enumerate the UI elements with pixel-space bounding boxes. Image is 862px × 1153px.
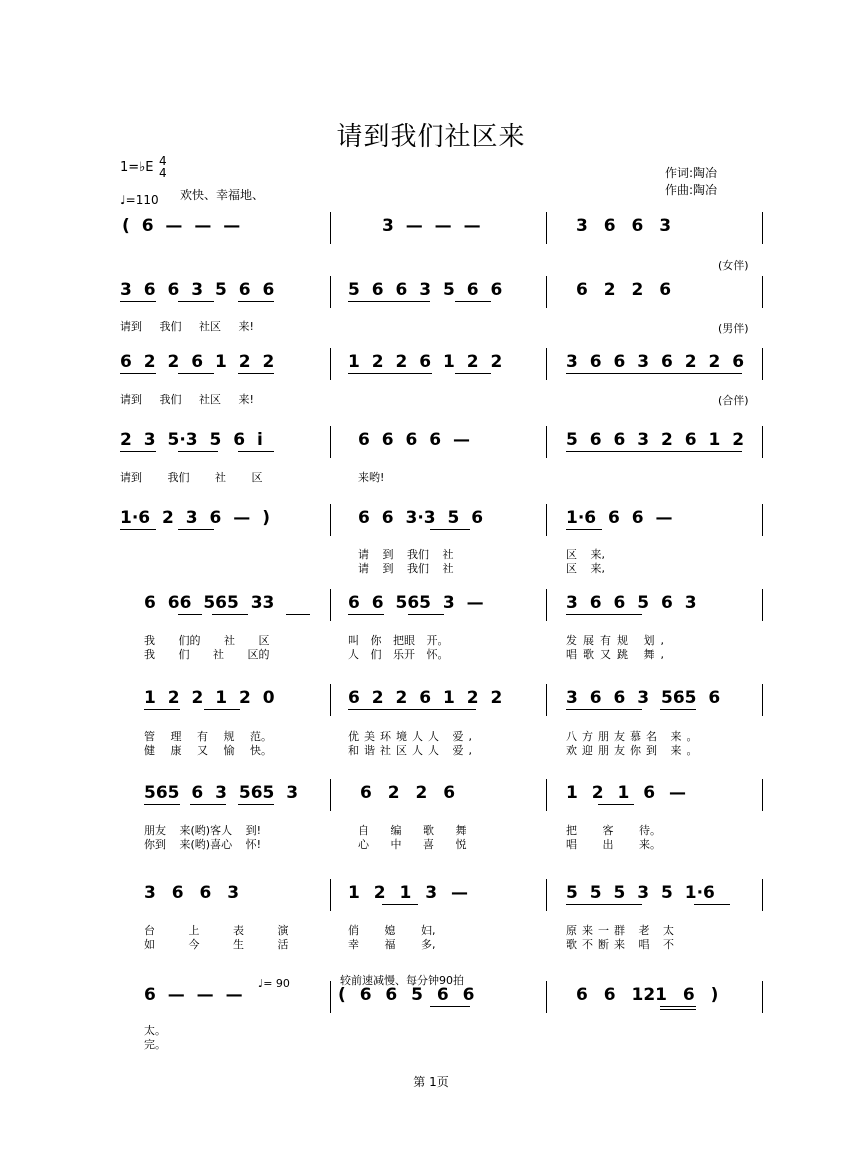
barline xyxy=(546,276,547,308)
barline xyxy=(330,981,331,1013)
measure-notes: 1 2 2 1 2 0 xyxy=(144,688,275,708)
underline xyxy=(204,709,240,710)
underline xyxy=(178,614,202,615)
barline xyxy=(546,589,547,621)
underline xyxy=(120,529,156,530)
barline xyxy=(762,504,763,536)
time-bottom: 4 xyxy=(159,166,167,180)
measure-notes: 3 6 6 3 5 6 6 xyxy=(120,280,275,300)
measure-notes: 3 6 6 3 6 2 2 6 xyxy=(566,352,745,372)
lyrics-line-2: 歌不断来 唱 不 xyxy=(566,938,679,951)
measure-notes: 3 — — — xyxy=(382,216,481,236)
measure-notes: 3 6 6 3 xyxy=(576,216,672,236)
barline xyxy=(762,348,763,380)
barline xyxy=(762,426,763,458)
part-label: (女伴) xyxy=(718,259,749,272)
lyrics-line-2: 我 们 社 区的 xyxy=(144,648,270,661)
underline xyxy=(408,614,444,615)
page-number: 第 1页 xyxy=(413,1075,449,1089)
measure-notes: 1 2 1 6 — xyxy=(566,783,686,803)
barline xyxy=(330,276,331,308)
barline xyxy=(330,779,331,811)
underline xyxy=(455,301,491,302)
underline xyxy=(238,451,274,452)
measure-notes: 1·6 6 6 — xyxy=(566,508,673,528)
underline xyxy=(144,804,180,805)
lyrics-line-1: 太。 xyxy=(144,1024,166,1037)
time-top: 4 xyxy=(159,154,167,168)
underline xyxy=(348,373,432,374)
underline xyxy=(348,614,384,615)
lyrics-line-1: 请到 我们 社区 来! xyxy=(120,320,254,333)
lyrics-line-2: 完。 xyxy=(144,1038,166,1051)
barline xyxy=(546,879,547,911)
underline xyxy=(566,904,642,905)
lyrics-line-2: 区 来, xyxy=(566,562,605,575)
measure-notes: 6 2 2 6 xyxy=(360,783,456,803)
underline xyxy=(120,373,156,374)
underline xyxy=(190,804,226,805)
lyrics-line-1: 把 客 待。 xyxy=(566,824,661,837)
underline xyxy=(348,301,430,302)
lyrics-line-2: 欢迎朋友你到 来。 xyxy=(566,744,703,757)
underline xyxy=(382,904,418,905)
lyrics-line-1: 请 到 我们 社 xyxy=(358,548,454,561)
underline xyxy=(598,804,634,805)
underline xyxy=(178,373,214,374)
underline xyxy=(660,709,696,710)
lyrics-line-1: 区 来, xyxy=(566,548,605,561)
barline xyxy=(330,504,331,536)
measure-notes: 3 6 6 3 xyxy=(144,883,240,903)
expression-mark: 欢快、幸福地、 xyxy=(180,188,265,202)
barline xyxy=(762,779,763,811)
underline xyxy=(566,709,642,710)
lyrics-line-2: 唱歌又跳 舞, xyxy=(566,648,670,661)
measure-notes: 6 2 2 6 xyxy=(576,280,672,300)
lyrics-line-1: 八方朋友慕名 来。 xyxy=(566,730,703,743)
barline xyxy=(762,879,763,911)
barline xyxy=(546,504,547,536)
key-signature xyxy=(120,160,154,175)
measure-notes: 1 2 2 6 1 2 2 xyxy=(348,352,503,372)
barline xyxy=(762,684,763,716)
lyrics-line-1: 管 理 有 规 范。 xyxy=(144,730,272,743)
underline xyxy=(238,301,274,302)
measure-notes: 1 2 1 3 — xyxy=(348,883,468,903)
lyrics-line-1: 朋友 来(哟)客人 到! xyxy=(144,824,261,837)
lyrics-line-2: 唱 出 来。 xyxy=(566,838,661,851)
page-title: 请到我们社区来 xyxy=(336,122,526,152)
barline xyxy=(546,426,547,458)
key-label: 1=♭E xyxy=(120,160,154,175)
barline xyxy=(546,212,547,244)
tempo-mark-2: ♩= 90 xyxy=(258,977,290,990)
lyrics-line-1: 原来一群 老 太 xyxy=(566,924,679,937)
measure-notes: 565 6 3 565 3 xyxy=(144,783,299,803)
underline xyxy=(660,1006,696,1007)
underline xyxy=(178,301,214,302)
measure-notes: 6 6 6 6 — xyxy=(358,430,470,450)
barline xyxy=(762,981,763,1013)
underline xyxy=(566,451,742,452)
lyrics-line-2: 幸 福 多, xyxy=(348,938,436,951)
underline xyxy=(566,614,642,615)
measure-notes: 2 3 5·3 5 6 i xyxy=(120,430,263,450)
barline xyxy=(546,348,547,380)
measure-notes: 3 6 6 3 565 6 xyxy=(566,688,721,708)
underline xyxy=(178,451,218,452)
lyrics-line-1: 我 们的 社 区 xyxy=(144,634,270,647)
underline xyxy=(286,614,310,615)
measure-notes: 6 6 3·3 5 6 xyxy=(358,508,484,528)
measure-notes: 3 6 6 5 6 3 xyxy=(566,593,697,613)
tempo-change-note: 较前速减慢、每分钟90拍 xyxy=(340,974,464,987)
composer-credit: 作曲:陶冶 xyxy=(665,183,718,197)
tempo-mark: ♩=110 xyxy=(120,193,159,207)
underline xyxy=(566,529,602,530)
barline xyxy=(330,212,331,244)
measure-notes: ( 6 — — — xyxy=(122,216,241,236)
barline xyxy=(546,684,547,716)
lyrics-line-1: 请到 我们 社区 来! xyxy=(120,393,254,406)
underline xyxy=(144,709,180,710)
measure-notes: 5 5 5 3 5 1·6 xyxy=(566,883,715,903)
barline xyxy=(762,276,763,308)
barline xyxy=(330,879,331,911)
underline xyxy=(178,529,214,530)
part-label: (合伴) xyxy=(718,394,749,407)
underline xyxy=(430,1006,470,1007)
barline xyxy=(546,779,547,811)
underline xyxy=(566,373,742,374)
lyricist-credit: 作词:陶冶 xyxy=(665,166,718,180)
barline xyxy=(546,981,547,1013)
lyrics-line-1: 叫 你 把眼 开。 xyxy=(348,634,449,647)
underline xyxy=(212,614,248,615)
part-label: (男伴) xyxy=(718,322,749,335)
measure-notes: 1·6 2 3 6 — ) xyxy=(120,508,270,528)
lyrics-line-1: 俏 媳 妇, xyxy=(348,924,436,937)
underline xyxy=(238,804,274,805)
underline xyxy=(694,904,730,905)
measure-notes: ( 6 6 5 6 6 xyxy=(338,985,475,1005)
lyrics-line-1: 优美环境人人 爱, xyxy=(348,730,477,743)
measure-notes: 6 6 121 6 ) xyxy=(576,985,719,1005)
lyrics-line-2: 健 康 又 愉 快。 xyxy=(144,744,272,757)
barline xyxy=(762,589,763,621)
measure-notes: 6 — — — xyxy=(144,985,243,1005)
underline xyxy=(660,1009,696,1010)
time-signature xyxy=(159,155,167,179)
lyrics-line-2: 心 中 喜 悦 xyxy=(358,838,467,851)
barline xyxy=(330,426,331,458)
barline xyxy=(330,589,331,621)
measure-notes: 6 2 2 6 1 2 2 xyxy=(348,688,503,708)
lyrics-line-2: 你到 来(哟)喜心 怀! xyxy=(144,838,261,851)
underline xyxy=(430,529,470,530)
barline xyxy=(330,348,331,380)
lyrics-line-1: 来哟! xyxy=(358,471,385,484)
measure-notes: 5 6 6 3 2 6 1 2 xyxy=(566,430,745,450)
measure-notes: 6 2 2 6 1 2 2 xyxy=(120,352,275,372)
underline xyxy=(455,373,491,374)
lyrics-line-2: 人 们 乐开 怀。 xyxy=(348,648,449,661)
underline xyxy=(120,301,156,302)
measure-notes: 6 66 565 33 xyxy=(144,593,275,613)
barline xyxy=(330,684,331,716)
measure-notes: 6 6 565 3 — xyxy=(348,593,484,613)
lyrics-line-1: 请到 我们 社 区 xyxy=(120,471,263,484)
underline xyxy=(120,451,156,452)
underline xyxy=(348,709,476,710)
barline xyxy=(762,212,763,244)
lyrics-line-1: 台 上 表 演 xyxy=(144,924,289,937)
lyrics-line-1: 发展有规 划, xyxy=(566,634,670,647)
measure-notes: 5 6 6 3 5 6 6 xyxy=(348,280,503,300)
underline xyxy=(238,373,274,374)
lyrics-line-2: 如 今 生 活 xyxy=(144,938,289,951)
lyrics-line-2: 请 到 我们 社 xyxy=(358,562,454,575)
lyrics-line-2: 和谐社区人人 爱, xyxy=(348,744,477,757)
lyrics-line-1: 自 编 歌 舞 xyxy=(358,824,467,837)
